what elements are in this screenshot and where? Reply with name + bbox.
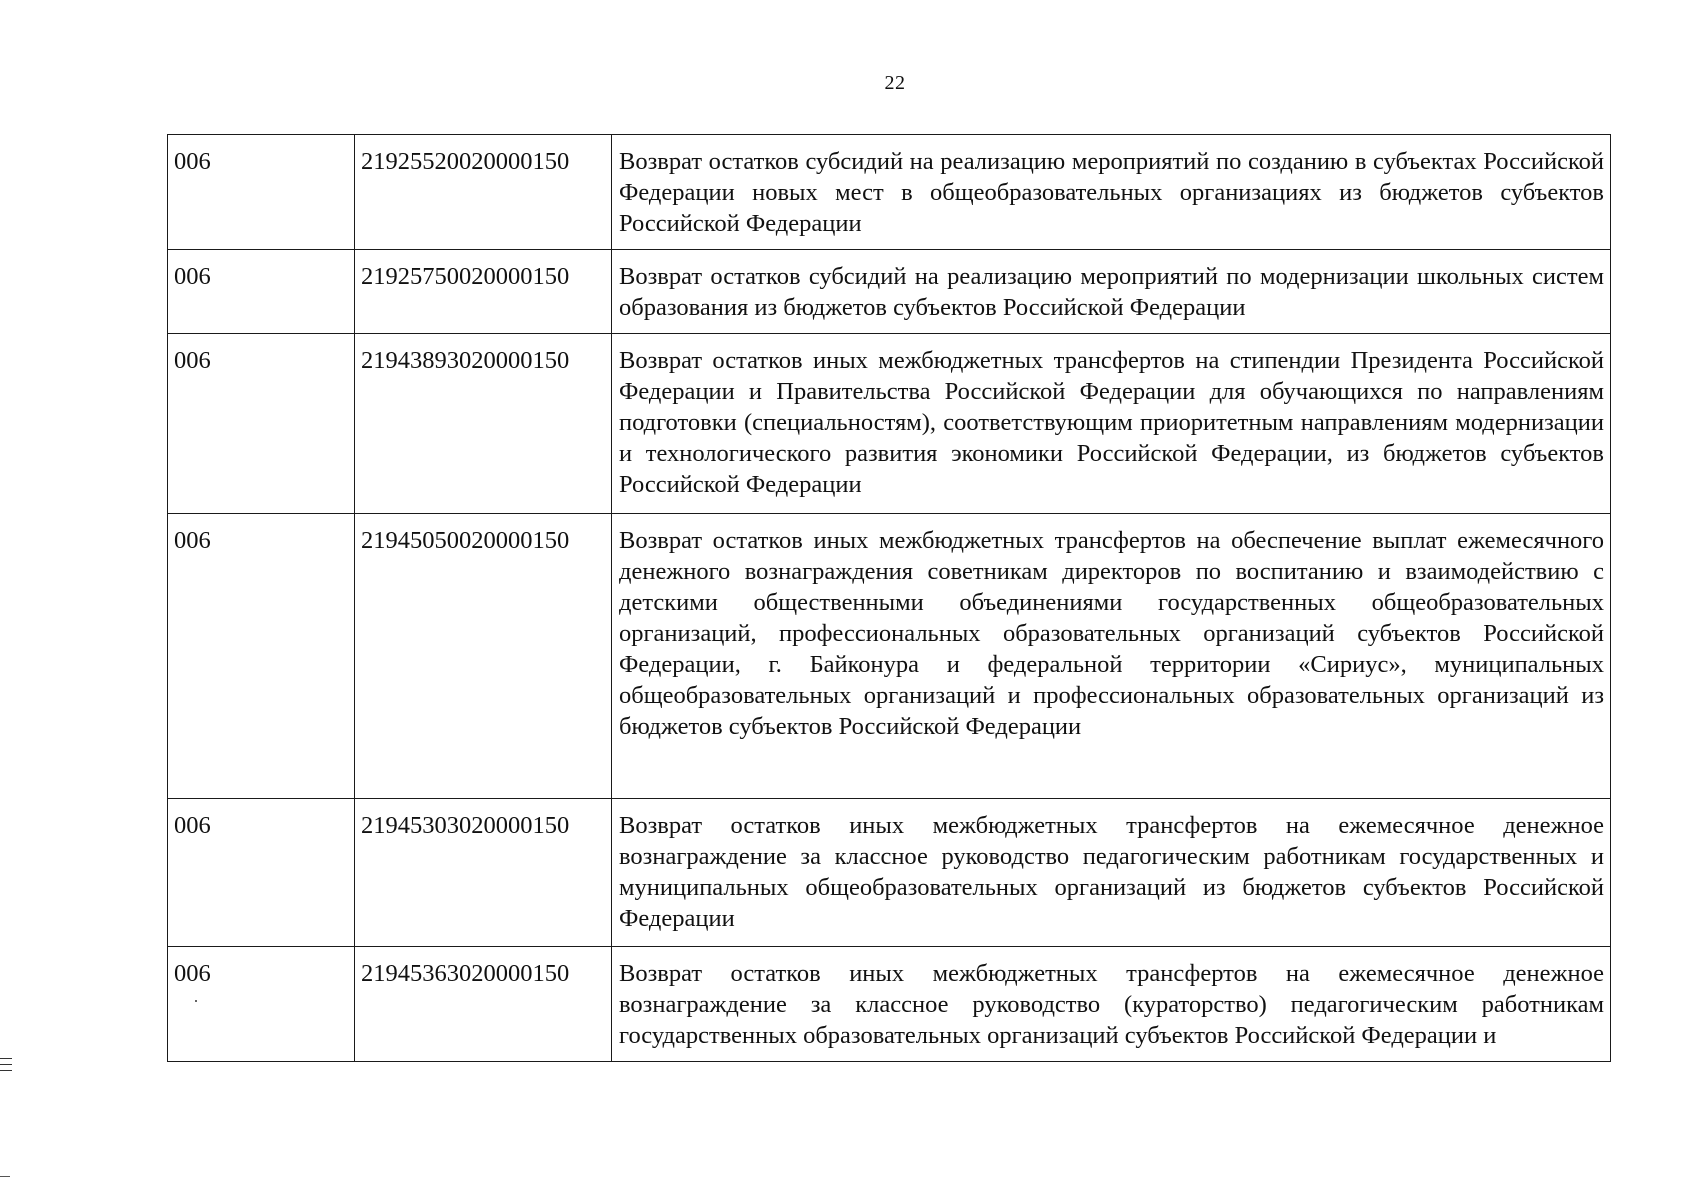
table-row xyxy=(168,135,1611,250)
budget-code-cell: 21943893020000150 xyxy=(355,334,612,514)
budget-code-cell: 21945050020000150 xyxy=(355,514,612,799)
admin-code-cell: 006 xyxy=(168,334,355,514)
scan-artifact-dot xyxy=(195,1000,197,1002)
table-row xyxy=(168,799,1611,947)
description-cell: Возврат остатков иных межбюджетных трансфертов на стипендии Президента Российской Федерации и Правительства Российской Федерации для обучающихся по направлениям подготовки (специальностям), соответствующим приоритетным направлениям модернизации и технологического развития экономики Российской Федерации, из бюджетов субъектов Российской Федерации xyxy=(612,334,1611,514)
budget-code-cell: 21945363020000150 xyxy=(355,947,612,1062)
binding-mark xyxy=(0,1064,12,1065)
budget-code-cell: 21945303020000150 xyxy=(355,799,612,947)
margin-binding-marks xyxy=(0,1058,14,1076)
description-cell: Возврат остатков субсидий на реализацию мероприятий по модернизации школьных систем образования из бюджетов субъектов Российской Федерации xyxy=(612,250,1611,334)
description-cell: Возврат остатков иных межбюджетных трансфертов на ежемесячное денежное вознаграждение за классное руководство педагогическим работникам государственных и муниципальных общеобразовательных организаций из бюджетов субъектов Российской Федерации xyxy=(612,799,1611,947)
table-row xyxy=(168,250,1611,334)
binding-mark xyxy=(0,1070,12,1071)
admin-code-cell: 006 xyxy=(168,799,355,947)
budget-code-cell: 21925750020000150 xyxy=(355,250,612,334)
table-row xyxy=(168,947,1611,1062)
admin-code-cell: 006 xyxy=(168,514,355,799)
budget-codes-table xyxy=(167,134,1611,1062)
page-number: 22 xyxy=(884,72,906,94)
description-cell: Возврат остатков иных межбюджетных трансфертов на обеспечение выплат ежемесячного денежного вознаграждения советникам директоров по воспитанию и взаимодействию с детскими общественными объединениями государственных общеобразовательных организаций, профессиональных образовательных организаций субъектов Российской Федерации, г. Байконура и федеральной территории «Сириус», муниципальных общеобразовательных организаций и профессиональных образовательных организаций из бюджетов субъектов Российской Федерации xyxy=(612,514,1611,799)
table-row xyxy=(168,514,1611,799)
description-cell: Возврат остатков субсидий на реализацию мероприятий по созданию в субъектах Российской Федерации новых мест в общеобразовательных организациях из бюджетов субъектов Российской Федерации xyxy=(612,135,1611,250)
description-cell: Возврат остатков иных межбюджетных трансфертов на ежемесячное денежное вознаграждение за классное руководство (кураторство) педагогическим работникам государственных образовательных организаций субъектов Российской Федерации и xyxy=(612,947,1611,1062)
admin-code-cell: 006 xyxy=(168,250,355,334)
binding-mark xyxy=(0,1058,12,1059)
binding-mark xyxy=(0,1176,10,1177)
budget-code-cell: 21925520020000150 xyxy=(355,135,612,250)
admin-code-cell: 006 xyxy=(168,947,355,1062)
admin-code-cell: 006 xyxy=(168,135,355,250)
table-row xyxy=(168,334,1611,514)
